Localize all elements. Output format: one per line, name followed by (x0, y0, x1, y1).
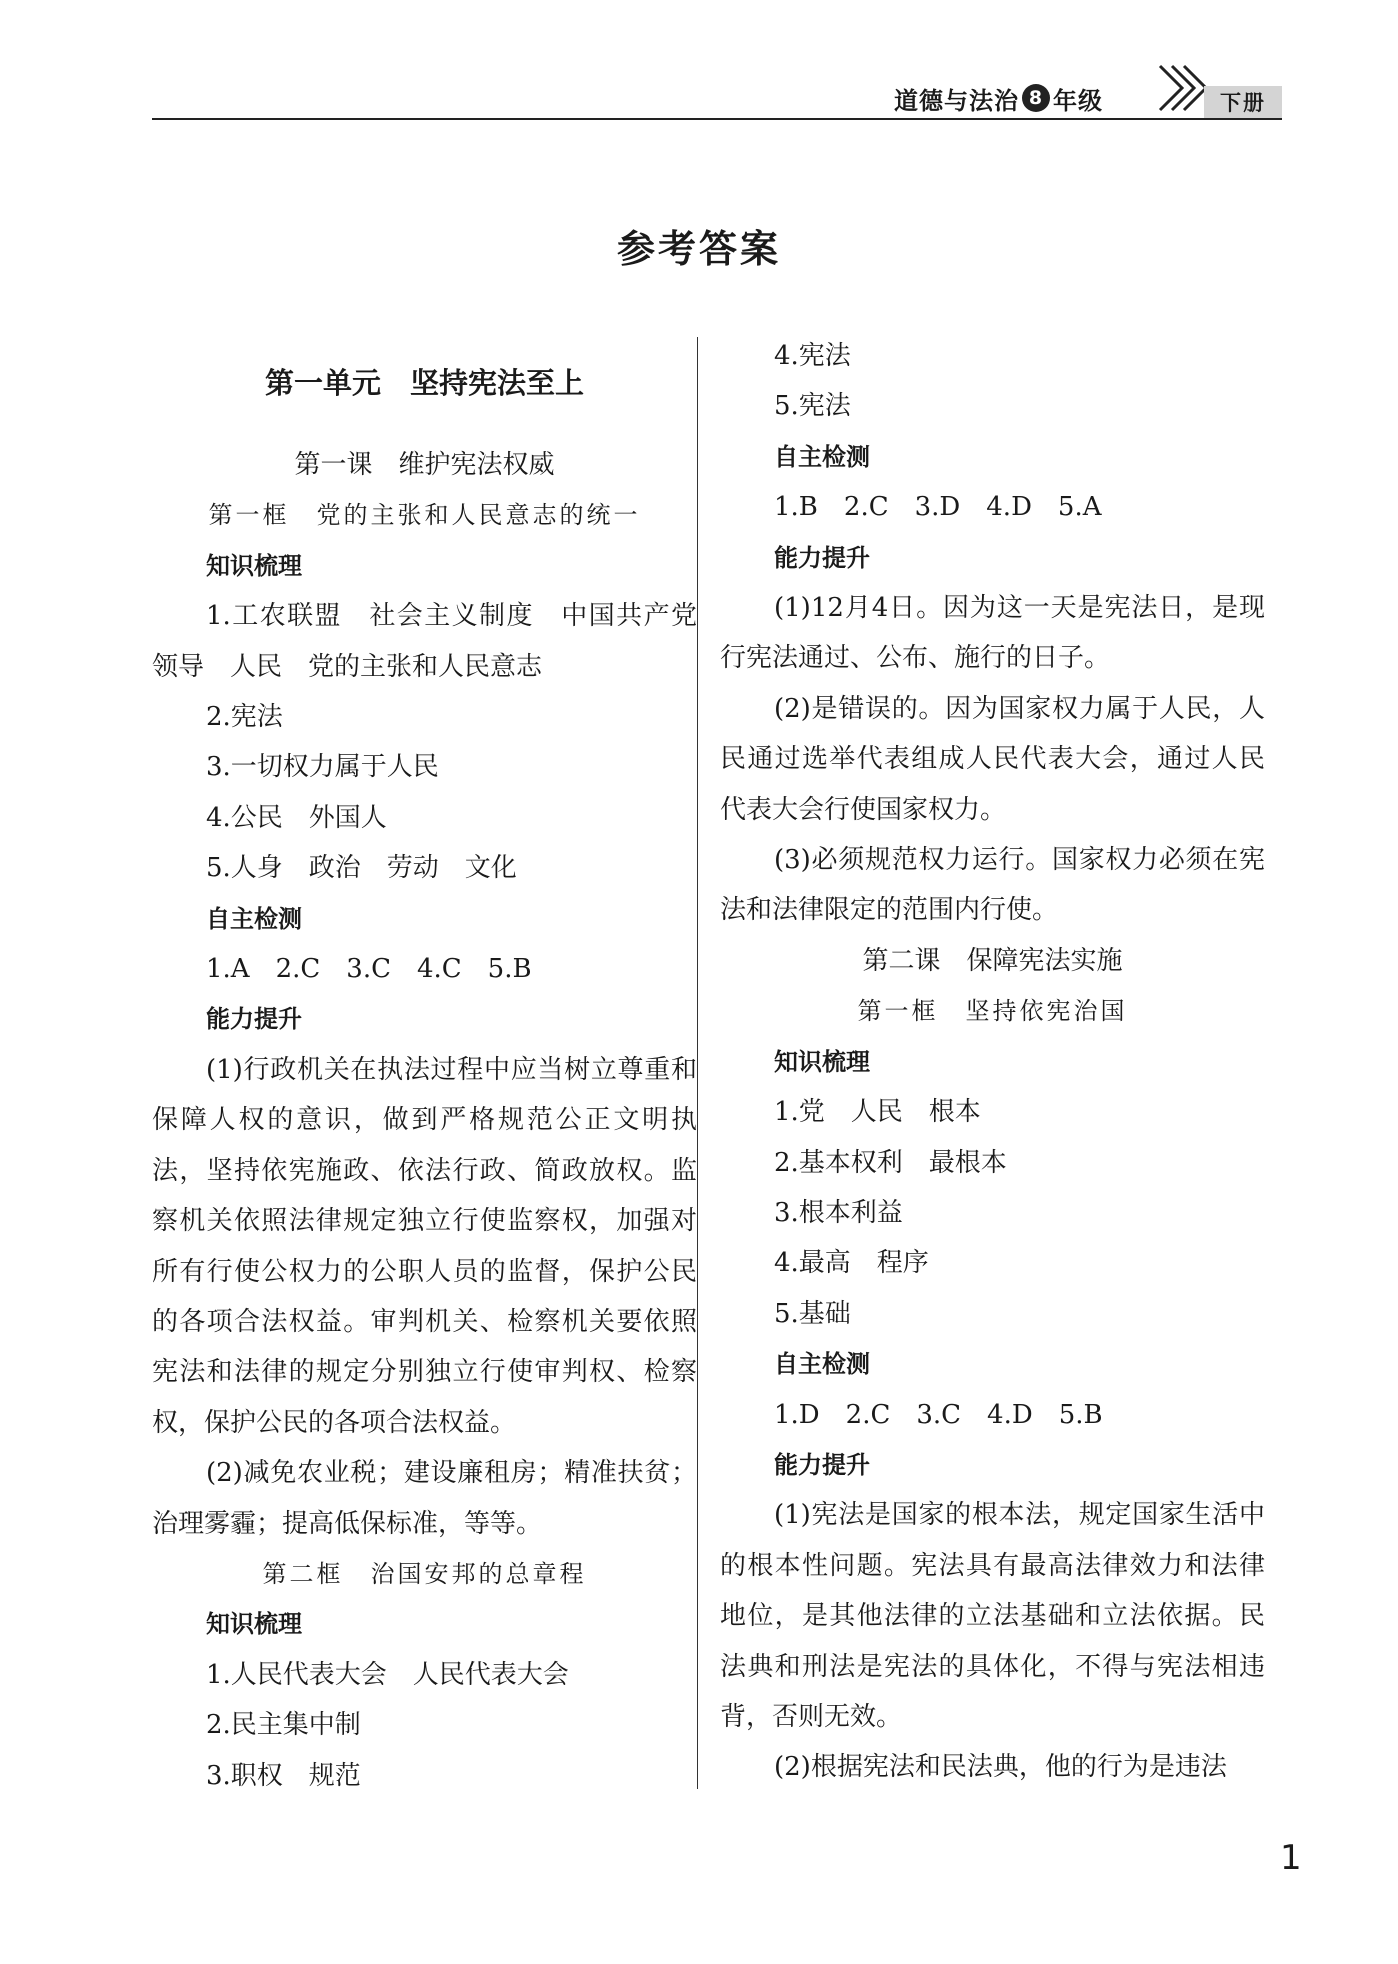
answer-line: 2.宪法 (206, 702, 283, 733)
answer-line: 2.基本权利 最根本 (774, 1147, 1007, 1178)
answer-paragraph: (1)宪法是国家的根本法，规定国家生活中的根本性问题。宪法具有最高法律效力和法律地位，是其他法律的立法基础和立法依据。民法典和刑法是宪法的具体化，不得与宪法相违背，否则无效。 (720, 1500, 1265, 1732)
answer-paragraph: (2)根据宪法和民法典，他的行为是违法 (774, 1752, 1227, 1783)
section-heading: 知识梳理 (774, 1047, 870, 1076)
answer-line: 2.民主集中制 (206, 1710, 361, 1741)
unit-title: 第一单元 坚持宪法至上 (264, 366, 584, 400)
section-heading: 知识梳理 (206, 1610, 302, 1639)
header-rule (152, 118, 1282, 120)
section-heading: 能力提升 (774, 1450, 870, 1479)
section-heading: 自主检测 (774, 442, 870, 471)
answer-paragraph: 1.工农联盟 社会主义制度 中国共产党领导 人民 党的主张和人民意志 (152, 601, 697, 682)
answer-line: 3.职权 规范 (206, 1760, 361, 1791)
answer-line: 1.B 2.C 3.D 4.D 5.A (774, 492, 1102, 523)
frame-title: 第一框 党的主张和人民意志的统一 (208, 501, 641, 530)
section-heading: 知识梳理 (206, 551, 302, 580)
section-heading: 能力提升 (206, 1005, 302, 1034)
answer-line: 1.人民代表大会 人民代表大会 (206, 1659, 569, 1690)
section-heading: 能力提升 (774, 543, 870, 572)
answer-paragraph: (2)是错误的。因为国家权力属于人民，人民通过选举代表组成人民代表大会，通过人民代表大会行使国家权力。 (720, 693, 1265, 825)
answer-line: 1.A 2.C 3.C 4.C 5.B (206, 954, 532, 985)
answer-paragraph: (2)减免农业税；建设廉租房；精准扶贫；治理雾霾；提高低保标准，等等。 (152, 1458, 697, 1539)
right-column (720, 331, 1265, 1793)
answer-line: 4.宪法 (774, 341, 851, 371)
answer-paragraph: (3)必须规范权力运行。国家权力必须在宪法和法律限定的范围内行使。 (720, 845, 1265, 926)
lesson-title: 第一课 维护宪法权威 (294, 450, 555, 480)
answer-line: 4.公民 外国人 (206, 802, 387, 833)
column-divider (697, 337, 698, 1789)
answer-line: 3.一切权力属于人民 (206, 752, 439, 783)
answer-paragraph: (1)12月4日。因为这一天是宪法日，是现行宪法通过、公布、施行的日子。 (720, 593, 1265, 674)
grade-badge: 8 (1022, 84, 1050, 112)
answer-paragraph: (1)行政机关在执法过程中应当树立尊重和保障人权的意识，做到严格规范公正文明执法，坚持依宪施政、依法行政、简政放权。监察机关依照法律规定独立行使监察权，加强对所有行使公权力的公职人员的监督，保护公民的各项合法权益。审判机关、检察机关要依照宪法和法律的规定分别独立行使审判权、检察权，保护公民的各项合法权益。 (152, 1054, 697, 1438)
answer-line: 5.基础 (774, 1298, 851, 1329)
answer-line: 1.党 人民 根本 (774, 1097, 981, 1128)
answer-line: 3.根本利益 (774, 1197, 903, 1228)
subject-label: 道德与法治 (894, 86, 1019, 115)
frame-title: 第一框 坚持依宪治国 (857, 997, 1128, 1026)
volume-badge: 下册 (1204, 86, 1282, 118)
lesson-title: 第二课 保障宪法实施 (862, 945, 1123, 976)
answer-line: 5.宪法 (774, 391, 851, 422)
answer-line: 5.人身 政治 劳动 文化 (206, 853, 517, 884)
answer-line: 4.最高 程序 (774, 1248, 929, 1279)
page-number: 1 (1280, 1838, 1302, 1878)
grade-label: 年级 (1053, 86, 1103, 115)
answer-line: 1.D 2.C 3.C 4.D 5.B (774, 1399, 1103, 1430)
book-title (894, 80, 1103, 116)
section-heading: 自主检测 (206, 904, 302, 933)
running-header (152, 60, 1282, 120)
frame-title: 第二框 治国安邦的总章程 (262, 1559, 587, 1588)
page-title: 参考答案 (616, 227, 781, 271)
section-heading: 自主检测 (774, 1350, 870, 1379)
left-column (152, 325, 697, 1801)
